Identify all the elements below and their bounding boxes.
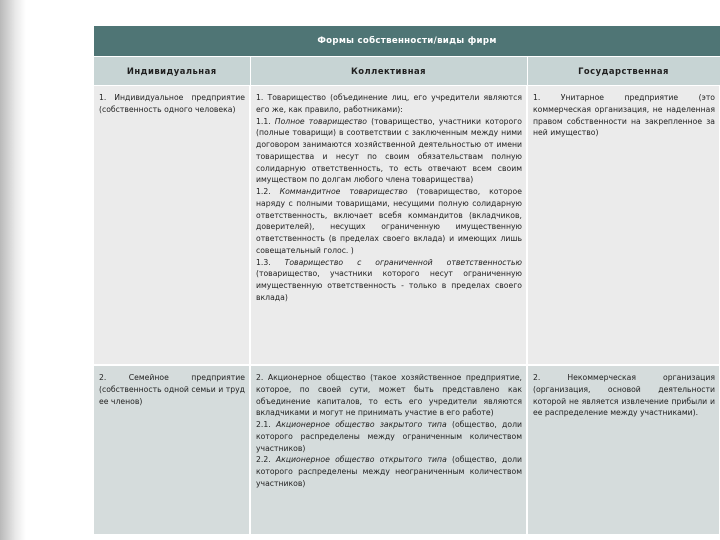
- subitem-full-partnership: [256, 116, 522, 187]
- subitem-number: 2.2.: [256, 455, 271, 465]
- cell-text: 1. Индивидуальное предприятие (собственность одного человека): [99, 93, 245, 114]
- subitem-llc: [256, 257, 522, 304]
- ownership-forms-table: [94, 26, 720, 536]
- cell-text: 1. Товарищество (объединение лиц, его учредители являются его же, как правило, работниками):: [256, 93, 522, 114]
- subitem-term: Акционерное общество закрытого типа: [275, 420, 447, 429]
- subitem-number: 1.2.: [256, 187, 271, 196]
- subitem-term: Акционерное общество открытого типа: [275, 455, 447, 465]
- subitem-text: (товарищество, участники которого (полные товарищи) в соответствии с заключенным между ними договором занимаются хозяйственной деятельностью от имени товарищества и несут по своим обязательствам полную солидарную ответственность, то есть отвечают всем своим имуществом по долгам любого члена товарищества): [256, 116, 523, 185]
- subitem-term: Коммандитное товарищество: [279, 187, 408, 196]
- subitem-term: Полное товарищество: [274, 116, 367, 126]
- subitem-text: (товарищество, участники которого несут ограниченную имущественную ответственность - только в пределах своего вклада): [256, 269, 522, 302]
- subitem-open-jsc: [256, 454, 522, 489]
- cell-state-2: [527, 365, 720, 535]
- subitem-text: (товарищество, которое наряду с полными товарищами, несущими полную солидарную ответственность, включает всебя коммандитов (вкладчиков, доверителей), несущих ограниченную имущественную ответственность (в пределах своего вклада) и имеющих лишь совещательный голос. ): [256, 187, 522, 255]
- subitem-term: Товарищество с ограниченной ответственностью: [284, 257, 522, 267]
- cell-text: 1. Унитарное предприятие (это коммерческая организация, не наделенная правом собственности на закрепленное за ней имущество): [533, 93, 716, 138]
- slide-edge-shadow: [0, 0, 26, 540]
- subitem-text: (общество, доли которого распределены между ограниченным количеством участников): [256, 420, 522, 453]
- table-row: [94, 86, 720, 366]
- cell-text: 2. Акционерное общество (такое хозяйственное предприятие, которое, по своей сути, может быть представлено как объединение капиталов, то есть его учредители являются вкладчиками и могут не принимать участие в его работе): [256, 373, 522, 418]
- subitem-text: (общество, доли которого распределены между неограниченным количеством участников): [256, 455, 522, 488]
- column-header-individual: Индивидуальная: [94, 57, 250, 86]
- cell-state-1: [527, 86, 720, 366]
- cell-collective-1: [250, 86, 527, 366]
- column-header-collective: Коллективная: [250, 57, 527, 86]
- column-header-state: Государственная: [527, 57, 720, 86]
- subitem-number: 1.3.: [256, 257, 271, 267]
- subitem-limited-partnership: [256, 186, 522, 257]
- cell-individual-2: [94, 365, 250, 535]
- table-title: Формы собственности/виды фирм: [94, 26, 720, 57]
- subitem-number: 2.1.: [256, 420, 271, 429]
- table-row: [94, 365, 720, 535]
- subitem-number: 1.1.: [256, 116, 271, 126]
- cell-text: 2. Семейное предприятие (собственность одной семьи и труд ее членов): [99, 373, 245, 406]
- subitem-closed-jsc: [256, 419, 522, 454]
- cell-individual-1: [94, 86, 250, 366]
- cell-collective-2: [250, 365, 527, 535]
- cell-text: 2. Некоммерческая организация (организация, основой деятельности которой не является извлечение прибыли и ее распределение между участниками).: [533, 373, 716, 418]
